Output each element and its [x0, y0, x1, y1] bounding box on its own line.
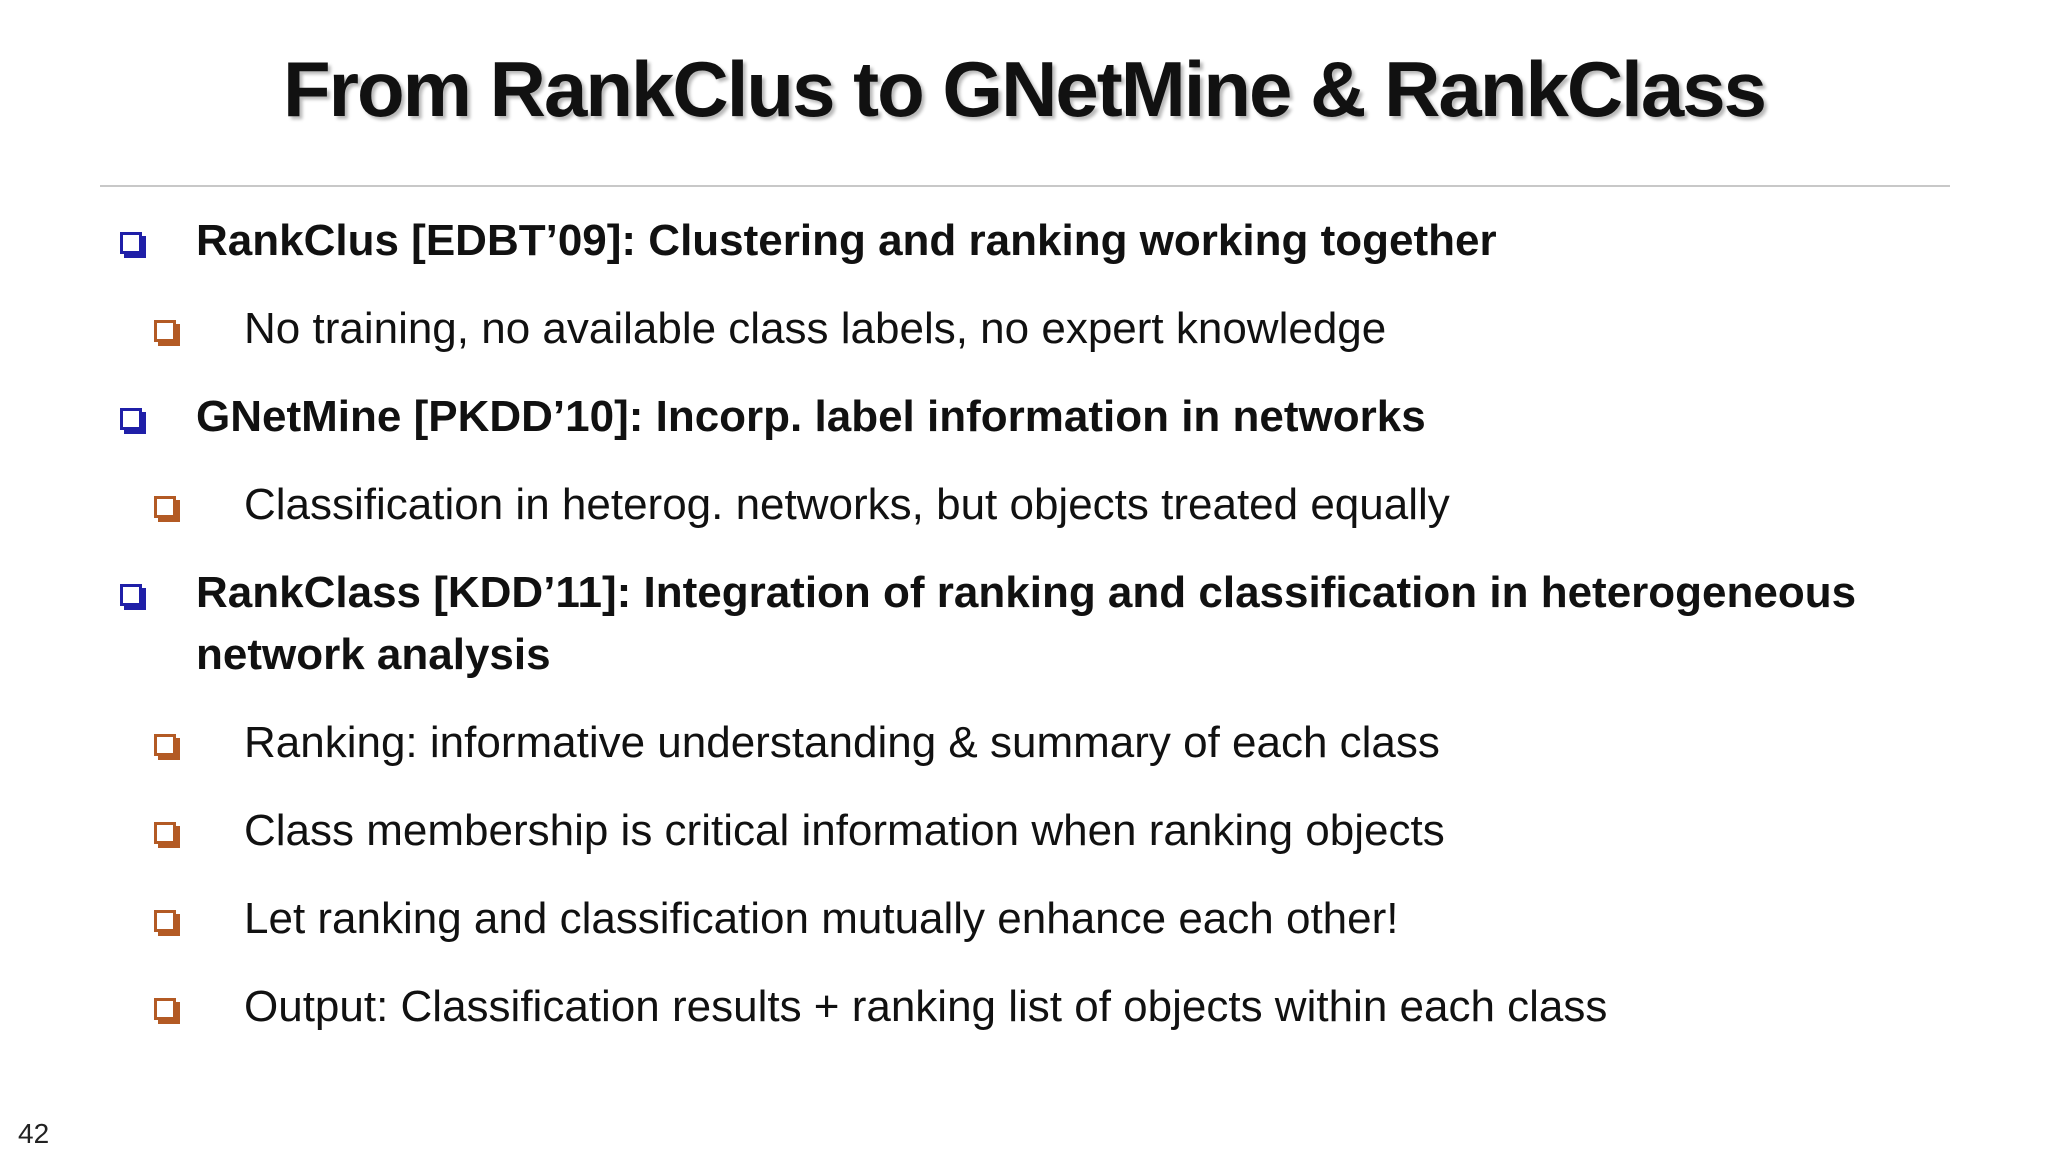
- square-bullet-icon: [154, 496, 176, 518]
- square-bullet-icon: [154, 910, 176, 932]
- bullet-text: GNetMine [PKDD’10]: Incorp. label information in networks: [196, 392, 1426, 441]
- square-bullet-icon: [154, 998, 176, 1020]
- square-bullet-icon: [154, 734, 176, 756]
- square-bullet-icon: [154, 822, 176, 844]
- slide-title: From RankClus to GNetMine & RankClass: [283, 45, 1765, 133]
- bullet-text: RankClass [KDD’11]: Integration of ranking and classification in heterogeneous network analysis: [196, 568, 1857, 679]
- bullet-text: RankClus [EDBT’09]: Clustering and ranking working together: [196, 216, 1497, 265]
- square-bullet-icon: [120, 408, 142, 430]
- square-bullet-icon: [120, 232, 142, 254]
- sub-bullet-text: Class membership is critical information when ranking objects: [244, 806, 1445, 855]
- page-number: 42: [18, 1118, 50, 1149]
- square-bullet-icon: [120, 584, 142, 606]
- sub-bullet-text: No training, no available class labels, no expert knowledge: [244, 304, 1387, 353]
- sub-bullet-text: Output: Classification results + ranking list of objects within each class: [244, 982, 1608, 1031]
- sub-bullet-text: Classification in heterog. networks, but objects treated equally: [244, 480, 1450, 529]
- sub-bullet-text: Ranking: informative understanding & summary of each class: [244, 718, 1440, 767]
- title-divider: [100, 185, 1950, 187]
- sub-bullet-text: Let ranking and classification mutually enhance each other!: [244, 894, 1399, 943]
- square-bullet-icon: [154, 320, 176, 342]
